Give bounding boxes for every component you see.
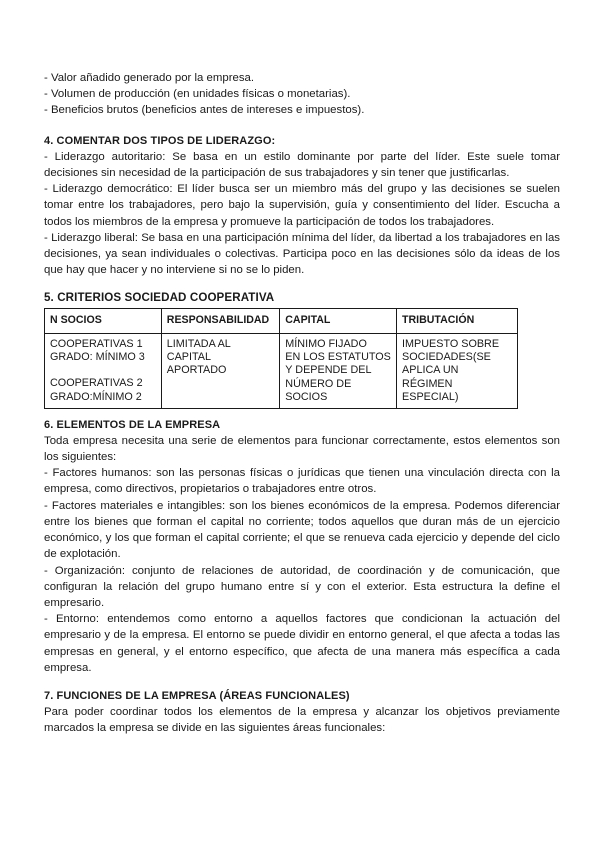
paragraph: - Liderazgo autoritario: Se basa en un estilo dominante por parte del líder. Este suele tomar decisiones sin necesidad de la participación de sus trabajadores y sin tener que justificarlas.: [44, 150, 560, 180]
cell-line: LIMITADA AL: [166, 337, 231, 350]
cell-line: SOCIOS: [285, 391, 328, 404]
list-item: - Volumen de producción (en unidades físicas o monetarias).: [44, 88, 351, 101]
cell-line: GRADO: MÍNIMO 3: [50, 351, 145, 364]
paragraph: - Factores materiales e intangibles: son los bienes económicos de la empresa. Podemos diferenciar entre los bienes que forman el capital no corriente; todos aquellos que duran más de un ejercicio económico, y los que forman el capital corriente; el que se renueva cada ejercicio y depende del ciclo de explotación.: [44, 499, 560, 561]
cell-line: COOPERATIVAS 1: [50, 337, 143, 350]
paragraph: - Organización: conjunto de relaciones de autoridad, de coordinación y de comunicación, que configuran la relación del grupo humano entre sí y con el exterior. Esta estructura la define el empresario.: [44, 564, 560, 609]
list-item: - Beneficios brutos (beneficios antes de intereses e impuestos).: [44, 104, 365, 117]
section-4: [44, 133, 560, 279]
column-header: N SOCIOS: [45, 308, 162, 333]
cell-line: SOCIEDADES(SE: [402, 351, 491, 364]
column-header: CAPITAL: [280, 308, 397, 333]
paragraph: Para poder coordinar todos los elementos de la empresa y alcanzar los objetivos previamente marcados la empresa se divide en las siguientes áreas funcionales:: [44, 706, 560, 735]
section-heading: 7. FUNCIONES DE LA EMPRESA (ÁREAS FUNCIONALES): [44, 689, 350, 702]
cell-line: EN LOS ESTATUTOS: [285, 351, 391, 364]
cell-line: NÚMERO DE: [285, 377, 352, 390]
section-6: [44, 417, 560, 676]
table-row: [45, 333, 518, 408]
cell-line: GRADO:MÍNIMO 2: [50, 390, 142, 403]
section-7: [44, 688, 560, 737]
cooperative-criteria-table: [44, 308, 518, 409]
section-heading: 6. ELEMENTOS DE LA EMPRESA: [44, 418, 221, 431]
table-cell-socios: [45, 333, 162, 408]
table-cell-tributacion: [397, 333, 518, 408]
section-heading: 4. COMENTAR DOS TIPOS DE LIDERAZGO:: [44, 134, 276, 147]
cell-line: IMPUESTO SOBRE: [402, 337, 500, 350]
table-cell-responsabilidad: [161, 333, 279, 408]
cell-line: COOPERATIVAS 2: [50, 377, 143, 390]
paragraph: - Liderazgo democrático: El líder busca ser un miembro más del grupo y las decisiones se suelen tomar entre los trabajadores, pero bajo la supervisión, guía y consentimiento del líder. Escucha a todos los miembros de la empresa y promueve la participación de todos los trabajadores.: [44, 183, 560, 228]
cell-line: MÍNIMO FIJADO: [285, 337, 367, 350]
cell-line: RÉGIMEN: [402, 377, 453, 390]
paragraph: - Liderazgo liberal: Se basa en una participación mínima del líder, da libertad a los trabajadores en las decisiones, ya sean individuales o colectivas. Participa poco en las decisiones sólo da ideas de los que hay que hacer y no interviene si no se lo piden.: [44, 231, 560, 277]
intro-list: [44, 70, 560, 119]
paragraph: - Factores humanos: son las personas físicas o jurídicas que tienen una vinculación directa con la empresa, como directivos, propietarios o trabajadores entre otros.: [44, 467, 560, 496]
paragraph: Toda empresa necesita una serie de elementos para funcionar correctamente, estos elementos son los siguientes:: [44, 434, 560, 464]
cell-line: CAPITAL: [166, 351, 211, 364]
cell-line: APORTADO: [166, 364, 227, 377]
table-header-row: [45, 308, 518, 333]
table-cell-capital: [280, 333, 397, 408]
section-heading: 5. CRITERIOS SOCIEDAD COOPERATIVA: [44, 291, 275, 305]
cell-line: APLICA UN: [402, 364, 459, 377]
section-5: [44, 290, 560, 408]
column-header: TRIBUTACIÓN: [397, 308, 518, 333]
column-header: RESPONSABILIDAD: [161, 308, 279, 333]
list-item: - Valor añadido generado por la empresa.: [44, 72, 255, 84]
cell-line: Y DEPENDE DEL: [285, 364, 372, 377]
cell-line: ESPECIAL): [402, 391, 459, 404]
paragraph: - Entorno: entendemos como entorno a aquellos factores que condicionan la actuación del empresario y de la empresa. El entorno se puede dividir en entorno general, el que afecta a todas las empresas en general, y el entorno específico, que afecta de una manera más específica a cada empresa.: [44, 613, 560, 674]
